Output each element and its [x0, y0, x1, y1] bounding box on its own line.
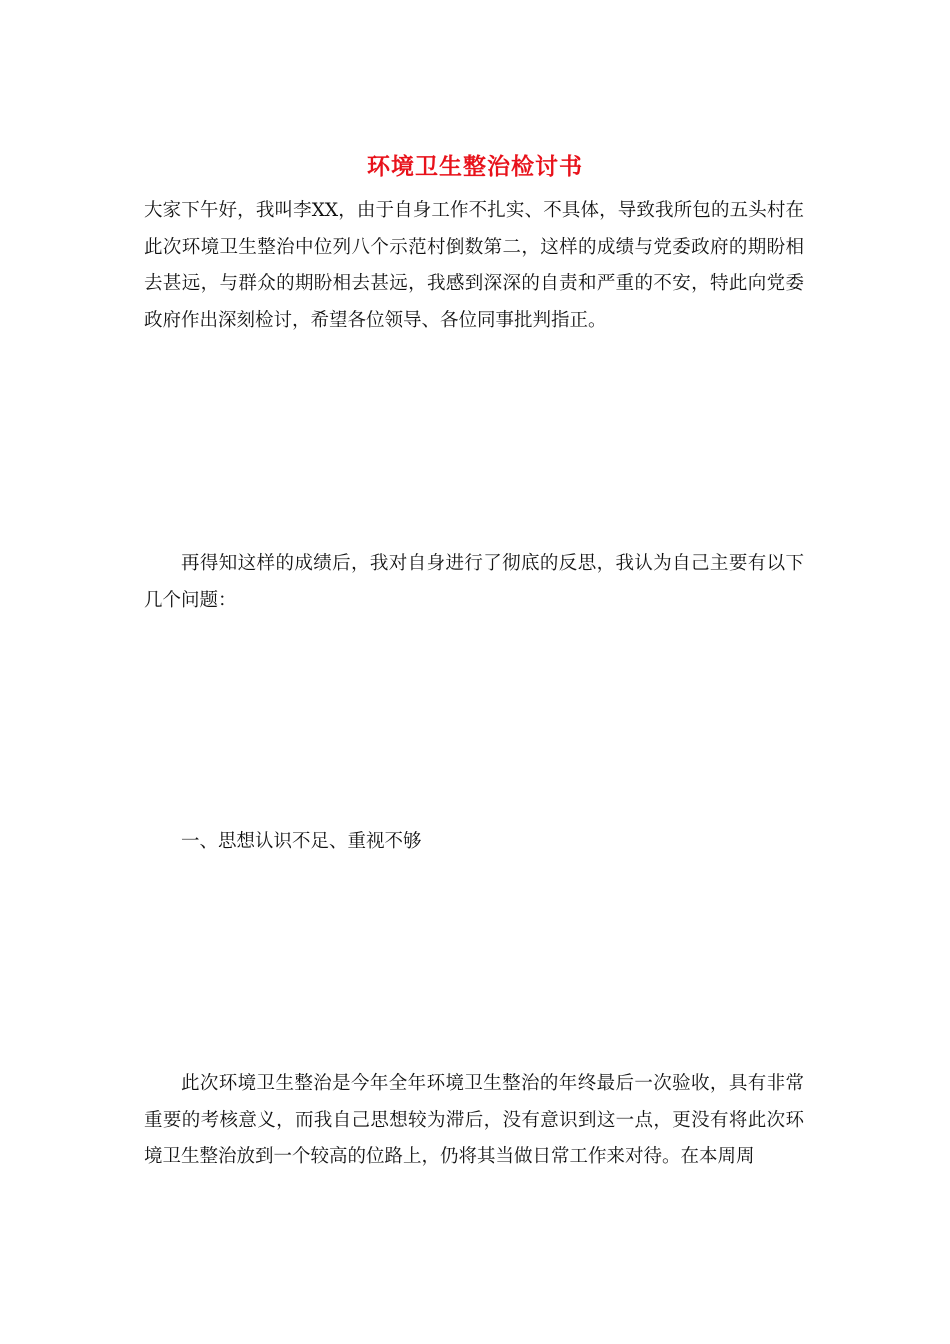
paragraph-intro: 大家下午好，我叫李XX，由于自身工作不扎实、不具体，导致我所包的五头村在此次环境卫生整治中位列八个示范村倒数第二，这样的成绩与党委政府的期盼相去甚远，与群众的期盼相去甚远，我感到深深的自责和严重的不安，特此向党委政府作出深刻检讨，希望各位领导、各位同事批判指正。: [144, 200, 804, 331]
paragraph-reflection: 再得知这样的成绩后，我对自身进行了彻底的反思，我认为自己主要有以下几个问题：: [144, 553, 804, 611]
section-heading-1: 一、思想认识不足、重视不够: [181, 831, 422, 852]
paragraph-section-1-body: 此次环境卫生整治是今年全年环境卫生整治的年终最后一次验收，具有非常重要的考核意义，而我自己思想较为滞后，没有意识到这一点，更没有将此次环境卫生整治放到一个较高的位路上，仍将其当做日常工作来对待。在本周周: [144, 1073, 804, 1167]
document-title: 环境卫生整治检讨书: [367, 153, 583, 180]
